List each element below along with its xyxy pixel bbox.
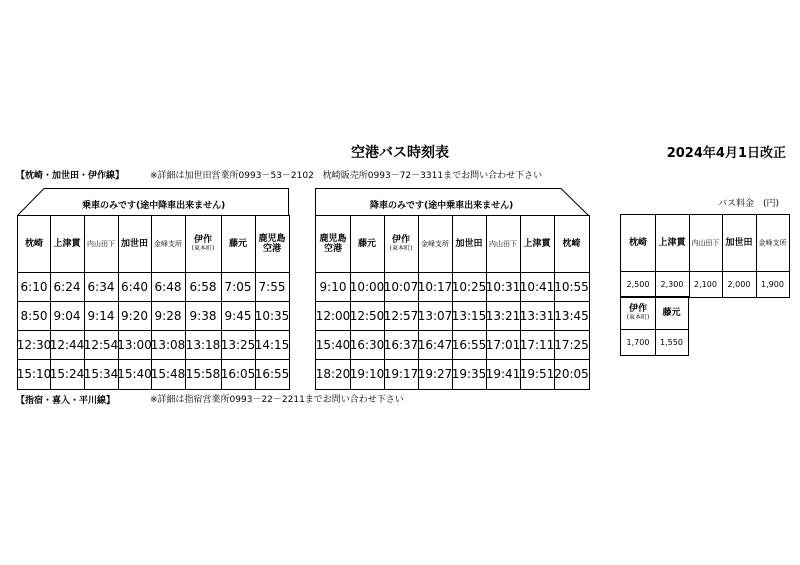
fare-amount: 2,100 [694, 279, 717, 289]
fare-value [655, 271, 689, 297]
time-cell [350, 359, 384, 389]
time-cell [486, 330, 520, 359]
time-cell [118, 272, 151, 301]
outbound-timetable [17, 215, 290, 390]
time-value: 12:44 [49, 337, 85, 352]
time-cell [50, 359, 84, 389]
time-value: 15:40 [315, 337, 351, 352]
inbound-banner: 降車のみです(途中乗車出来ません) [370, 201, 514, 211]
time-value: 12:57 [383, 308, 419, 323]
stop-name: 枕崎 [562, 238, 581, 249]
time-cell [255, 301, 289, 330]
stop-name: 内山田下 [87, 239, 115, 248]
time-cell [316, 359, 350, 389]
time-cell [118, 359, 151, 389]
time-value: 9:10 [319, 279, 347, 294]
fare-value [621, 329, 655, 355]
time-cell [418, 330, 452, 359]
time-value: 16:55 [451, 337, 487, 352]
fare-header [756, 215, 789, 271]
time-value: 15:58 [185, 367, 221, 381]
time-value: 10:17 [417, 279, 453, 294]
stop-header [18, 216, 50, 272]
stop-header [84, 216, 118, 272]
time-value: 13:00 [117, 337, 152, 352]
time-value: 15:10 [16, 367, 52, 381]
time-value: 6:40 [121, 279, 148, 294]
time-value: 6:10 [20, 279, 48, 294]
stop-name: 上津貫 [53, 238, 81, 249]
time-cell [520, 359, 554, 389]
time-cell [554, 359, 589, 389]
time-value: 12:54 [83, 337, 119, 352]
inbound-timetable [315, 215, 590, 390]
stop-header [452, 216, 486, 272]
time-cell [418, 272, 452, 301]
stop-header [50, 216, 84, 272]
stop-name: 伊作 [193, 235, 212, 246]
time-value: 10:55 [554, 279, 589, 294]
time-value: 16:30 [349, 337, 385, 352]
time-cell [118, 330, 151, 359]
time-cell [452, 272, 486, 301]
time-value: 15:34 [83, 367, 119, 381]
time-value: 9:20 [121, 308, 148, 323]
time-cell [486, 359, 520, 389]
stop-name: 藤元 [662, 307, 681, 318]
time-cell [18, 301, 50, 330]
time-cell [18, 272, 50, 301]
time-cell [452, 301, 486, 330]
stop-header [554, 216, 589, 272]
stop-name: 枕崎 [24, 238, 43, 249]
fare-header [621, 297, 655, 329]
time-value: 12:00 [315, 308, 351, 323]
fare-amount: 2,000 [727, 279, 751, 289]
time-value: 13:18 [185, 337, 221, 352]
time-cell [221, 301, 255, 330]
stop-header [221, 216, 255, 272]
time-value: 19:35 [451, 367, 487, 381]
stop-name: 上津貫 [523, 238, 551, 249]
stop-name: 内山田下 [489, 239, 517, 248]
fare-amount: 1,700 [626, 337, 650, 347]
time-cell [452, 359, 486, 389]
fare-value [655, 329, 688, 355]
time-value: 13:07 [417, 308, 453, 323]
stop-header [151, 216, 185, 272]
stop-name: 金峰支所 [421, 239, 449, 248]
time-cell [185, 330, 221, 359]
stop-header [520, 216, 554, 272]
time-cell [384, 272, 418, 301]
time-cell [554, 330, 589, 359]
fare-value [621, 271, 655, 297]
time-value: 7:05 [224, 279, 252, 294]
fare-amount: 2,500 [626, 279, 650, 289]
revision-date: 2024年4月1日改正 [666, 146, 786, 161]
time-cell [221, 330, 255, 359]
time-cell [350, 301, 384, 330]
fare-amount: 2,300 [660, 279, 684, 289]
time-cell [151, 359, 185, 389]
stop-name: 鹿児島 [319, 233, 347, 244]
time-cell [255, 330, 289, 359]
fare-header [655, 297, 688, 329]
fare-header [722, 215, 756, 271]
time-value: 9:28 [154, 308, 182, 323]
stop-name: 加世田 [120, 238, 148, 249]
time-cell [118, 301, 151, 330]
time-cell [554, 301, 589, 330]
fare-header [655, 215, 689, 271]
time-value: 17:25 [554, 337, 589, 352]
fare-table-bottom [620, 296, 689, 356]
time-cell [50, 272, 84, 301]
time-value: 12:30 [16, 337, 52, 352]
time-cell [418, 359, 452, 389]
stop-name-2: 空港 [323, 244, 342, 254]
time-value: 13:08 [150, 337, 186, 352]
time-value: 7:55 [258, 279, 286, 294]
time-value: 19:17 [383, 367, 419, 381]
stop-name: 藤元 [357, 238, 376, 249]
time-cell [185, 272, 221, 301]
fare-amount: 1,900 [761, 279, 784, 289]
time-cell [384, 359, 418, 389]
time-cell [486, 272, 520, 301]
time-value: 10:31 [485, 279, 521, 294]
stop-header [118, 216, 151, 272]
time-cell [520, 301, 554, 330]
stop-name-sub: (東本町) [191, 244, 215, 252]
time-value: 9:04 [53, 308, 81, 323]
time-value: 6:48 [154, 279, 182, 294]
route2-name: 【指宿・喜入・平川線】 [16, 396, 116, 406]
stop-name: 伊作 [628, 304, 647, 315]
stop-name-sub: (東本町) [389, 244, 413, 252]
time-value: 17:11 [519, 337, 555, 352]
time-cell [185, 359, 221, 389]
time-cell [84, 301, 118, 330]
time-value: 9:38 [189, 308, 217, 323]
fare-title: バス料金 (円) [718, 199, 780, 209]
stop-name: 鹿児島 [258, 233, 286, 244]
stop-name: 金峰支所 [154, 239, 182, 248]
time-value: 15:24 [49, 367, 85, 381]
time-value: 6:58 [189, 279, 217, 294]
time-value: 16:47 [417, 337, 453, 352]
time-value: 12:50 [349, 308, 385, 323]
outbound-banner: 乗車のみです(途中降車出来ません) [82, 201, 226, 211]
time-value: 9:45 [224, 308, 252, 323]
stop-name: 藤元 [228, 238, 247, 249]
time-cell [384, 301, 418, 330]
fare-table-top [620, 214, 790, 298]
time-cell [486, 301, 520, 330]
fare-value [722, 271, 756, 297]
time-value: 15:40 [117, 367, 152, 381]
fare-header [689, 215, 722, 271]
route1-name: 【枕崎・加世田・伊作線】 [16, 171, 125, 181]
time-value: 18:20 [315, 367, 351, 381]
time-cell [418, 301, 452, 330]
time-cell [554, 272, 589, 301]
stop-header [418, 216, 452, 272]
stop-header [316, 216, 350, 272]
stop-name: 加世田 [455, 238, 483, 249]
time-cell [84, 330, 118, 359]
stop-header [350, 216, 384, 272]
stop-header [255, 216, 289, 272]
time-cell [316, 272, 350, 301]
time-value: 10:41 [519, 279, 555, 294]
route2-note: ※詳細は指宿営業所0993－22－2211までお問い合わせ下さい [150, 395, 404, 405]
time-value: 20:05 [554, 367, 589, 381]
time-value: 13:21 [485, 308, 521, 323]
time-value: 19:27 [417, 367, 453, 381]
time-cell [151, 272, 185, 301]
stop-header [185, 216, 221, 272]
stop-name: 加世田 [725, 237, 753, 248]
time-cell [50, 330, 84, 359]
time-cell [255, 272, 289, 301]
time-value: 10:00 [349, 279, 385, 294]
time-cell [185, 301, 221, 330]
time-cell [18, 359, 50, 389]
time-value: 15:48 [150, 367, 186, 381]
stop-name-2: 空港 [262, 244, 281, 254]
time-value: 8:50 [20, 308, 48, 323]
stop-name: 金峰支所 [758, 238, 787, 247]
page-title: 空港バス時刻表 [351, 145, 449, 161]
stop-name: 伊作 [391, 235, 410, 246]
time-value: 9:14 [87, 308, 115, 323]
time-cell [50, 301, 84, 330]
time-cell [84, 359, 118, 389]
time-value: 10:35 [254, 308, 290, 323]
time-value: 13:31 [519, 308, 555, 323]
time-value: 16:05 [220, 367, 256, 381]
time-cell [520, 330, 554, 359]
time-value: 19:10 [349, 367, 385, 381]
time-cell [316, 301, 350, 330]
time-cell [350, 330, 384, 359]
fare-value [689, 271, 722, 297]
time-value: 13:45 [554, 308, 589, 323]
time-value: 13:25 [220, 337, 256, 352]
time-value: 10:07 [383, 279, 419, 294]
fare-amount: 1,550 [660, 337, 683, 347]
stop-name: 枕崎 [628, 237, 647, 248]
time-cell [316, 330, 350, 359]
time-cell [384, 330, 418, 359]
fare-header [621, 215, 655, 271]
time-cell [350, 272, 384, 301]
stop-name: 上津貫 [658, 237, 686, 248]
time-cell [151, 301, 185, 330]
time-value: 14:15 [254, 337, 290, 352]
time-value: 6:34 [87, 279, 115, 294]
time-value: 13:15 [451, 308, 487, 323]
time-cell [84, 272, 118, 301]
time-cell [221, 272, 255, 301]
time-value: 19:51 [519, 367, 555, 381]
stop-header [384, 216, 418, 272]
fare-value [756, 271, 789, 297]
time-value: 6:24 [53, 279, 81, 294]
time-cell [151, 330, 185, 359]
time-value: 16:55 [254, 367, 290, 381]
time-value: 16:37 [383, 337, 419, 352]
time-cell [221, 359, 255, 389]
time-value: 17:01 [485, 337, 521, 352]
time-cell [255, 359, 289, 389]
time-value: 10:25 [451, 279, 487, 294]
route1-note: ※詳細は加世田営業所0993－53－2102 枕崎販売所0993－72－3311までお問い合わせ下さい [150, 171, 543, 181]
time-cell [452, 330, 486, 359]
stop-name-sub: (東本町) [626, 313, 650, 321]
time-cell [18, 330, 50, 359]
stop-header [486, 216, 520, 272]
time-value: 19:41 [485, 367, 521, 381]
stop-name: 内山田下 [691, 238, 720, 247]
time-cell [520, 272, 554, 301]
